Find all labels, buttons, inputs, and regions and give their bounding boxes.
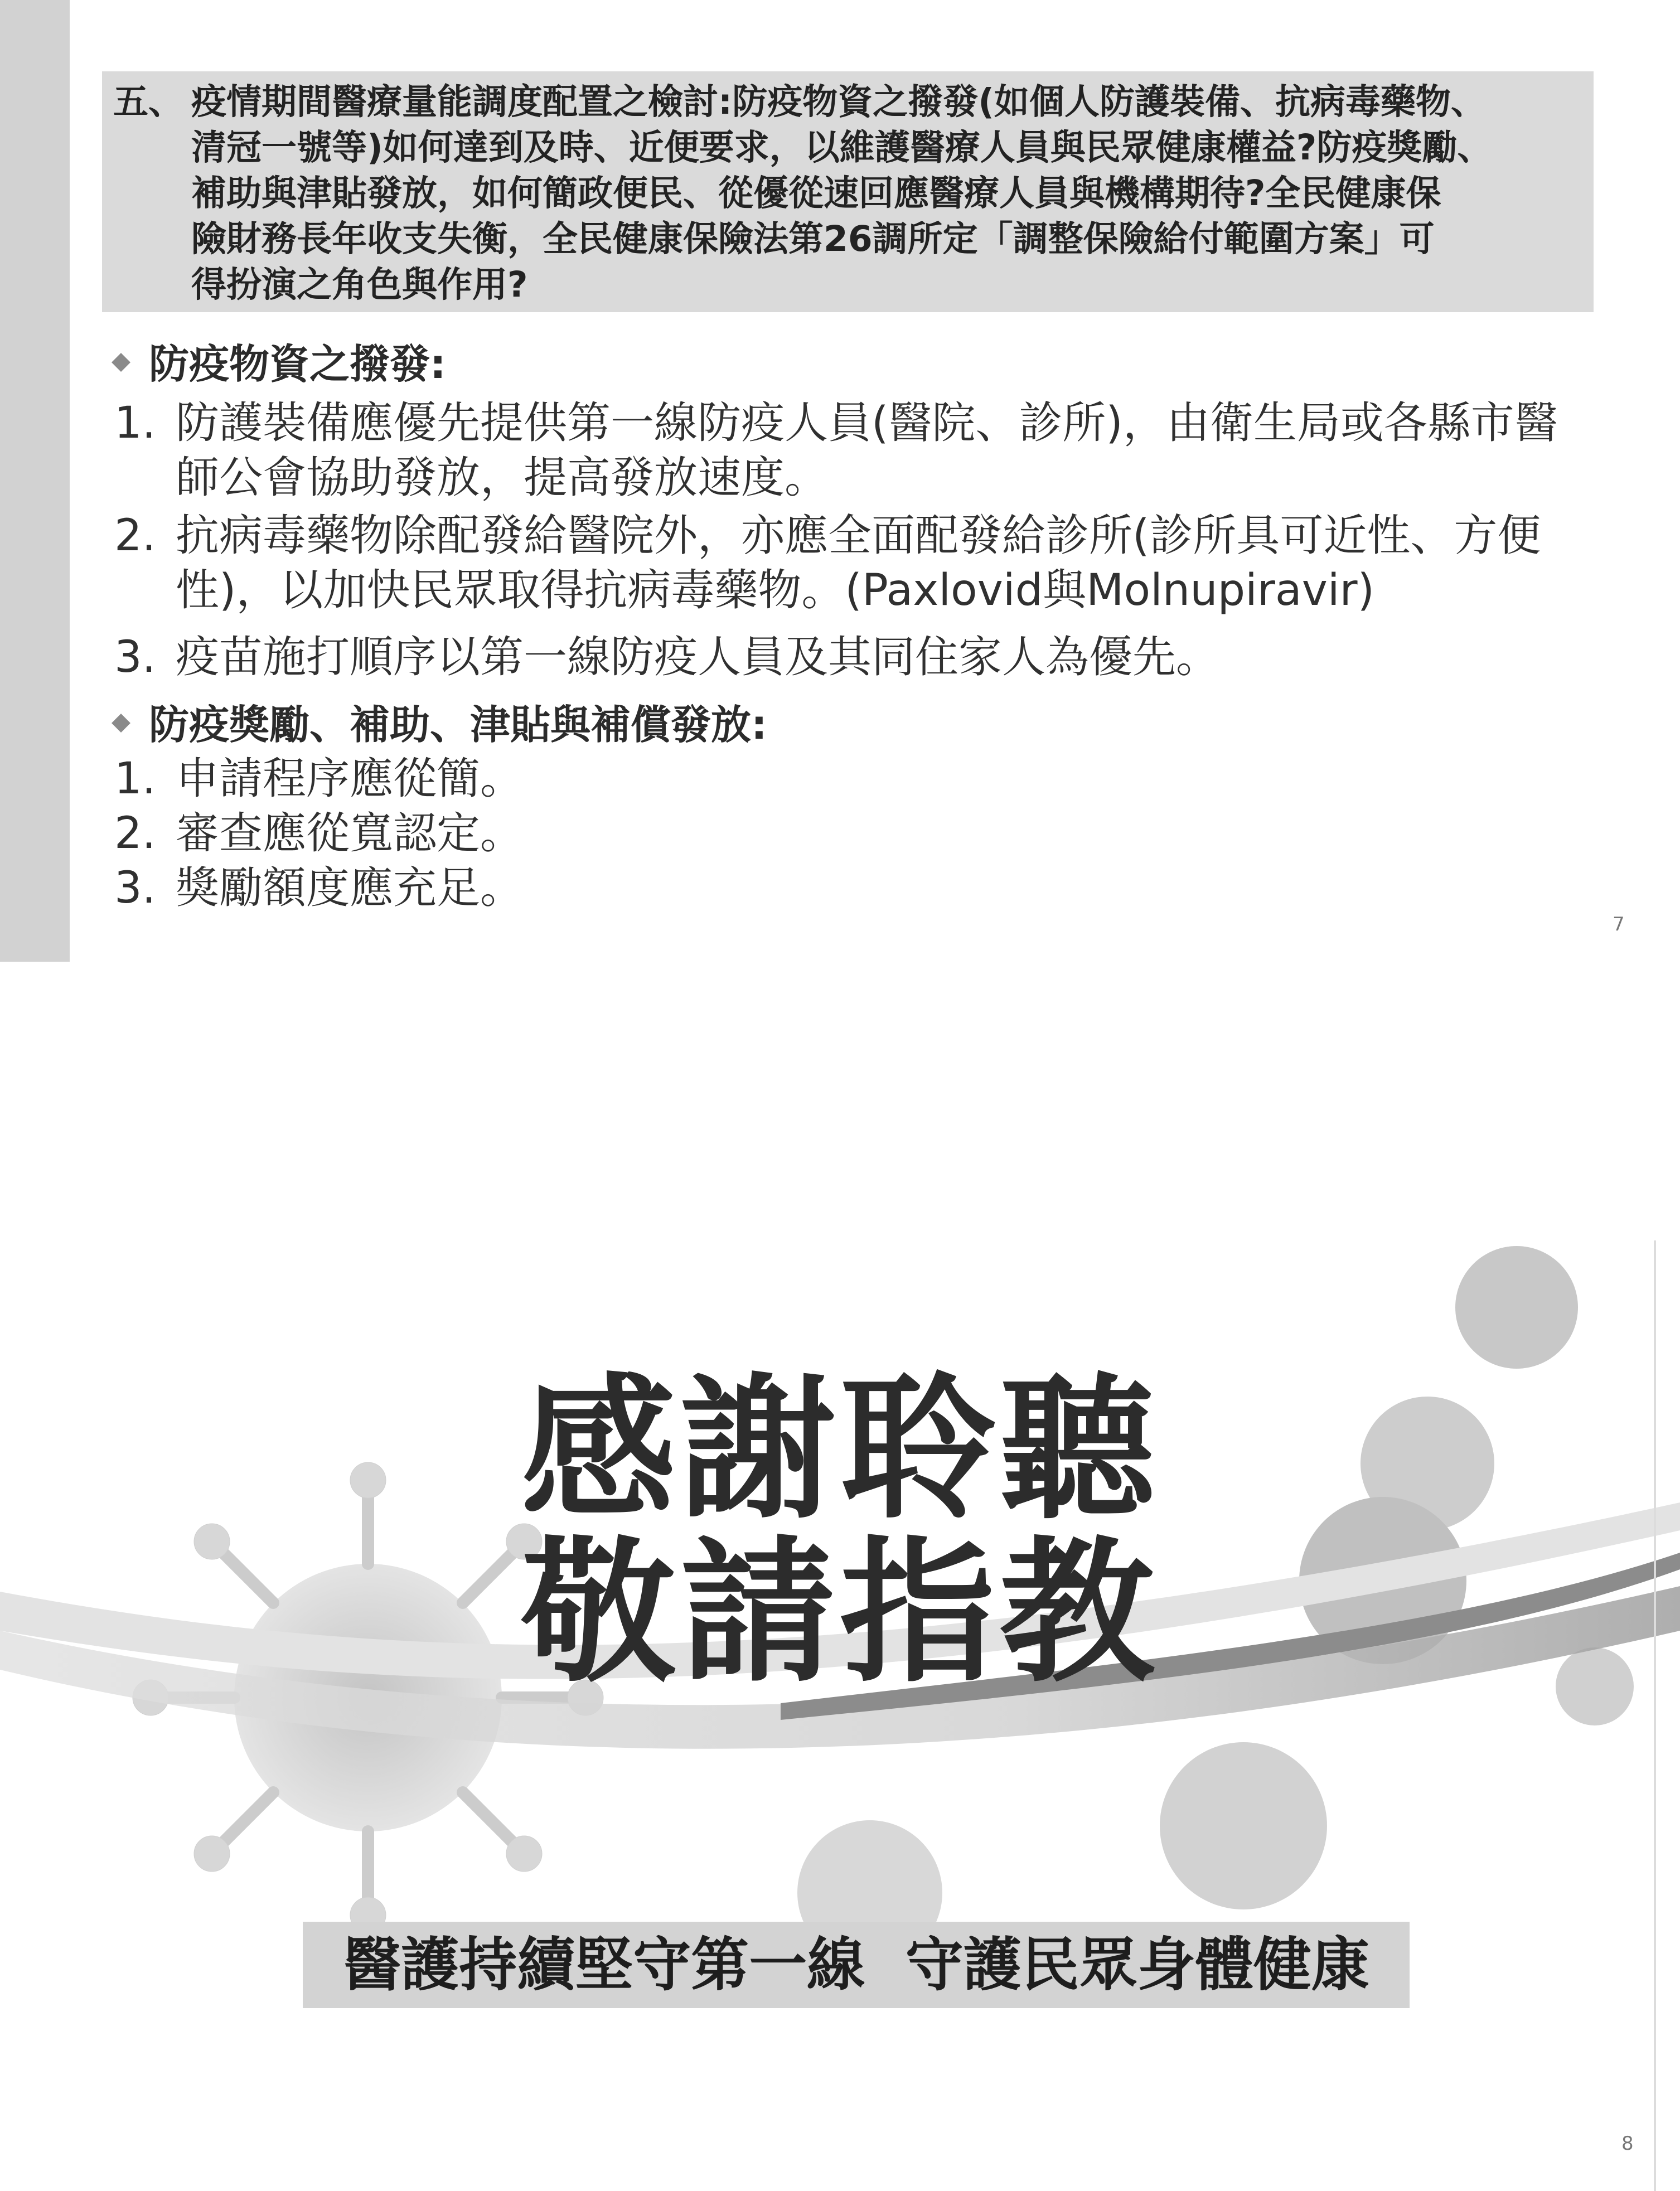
item-line: 疫苗施打順序以第一線防疫人員及其同住家人為優先。 — [176, 632, 1220, 682]
item-number: 1. — [114, 398, 156, 448]
question-line: 得扮演之角色與作用? — [191, 264, 528, 305]
section-heading-rewards — [114, 700, 767, 750]
item-number: 1. — [114, 754, 156, 804]
diamond-bullet-icon — [112, 714, 130, 733]
item-text — [176, 630, 1659, 685]
item-number: 2. — [114, 808, 156, 859]
item-text: 審查應從寬認定。 — [176, 808, 524, 859]
question-line: 疫情期間醫療量能調度配置之檢討:防疫物資之撥發(如個人防護裝備、抗病毒藥物、 — [191, 81, 1486, 122]
section-heading-text: 防疫物資之撥發: — [149, 341, 446, 387]
slogan-banner — [303, 1922, 1410, 2008]
item-line: 性)，以加快民眾取得抗病毒藥物。(Paxlovid與Molnupiravir) — [176, 565, 1375, 615]
section-heading-text: 防疫獎勵、補助、津貼與補償發放: — [149, 701, 767, 748]
left-accent-bar — [0, 0, 70, 962]
question-text — [191, 79, 1580, 308]
item-number: 3. — [114, 863, 156, 913]
slogan-text: 醫護持續堅守第一線 守護民眾身體健康 — [343, 1931, 1369, 1999]
page-number: 7 — [1613, 913, 1625, 935]
item-number: 2. — [114, 511, 156, 561]
slide-8 — [0, 1240, 1680, 2191]
diamond-bullet-icon — [112, 353, 130, 372]
item-text: 申請程序應從簡。 — [176, 754, 524, 804]
item-text — [176, 396, 1659, 505]
question-line: 險財務長年收支失衡，全民健康保險法第26調所定「調整保險給付範圍方案」可 — [191, 219, 1435, 259]
thanks-title: 感謝聆聽 — [521, 1359, 1159, 1540]
item-line: 師公會協助發放，提高發放速度。 — [176, 453, 829, 503]
section-heading-supplies — [114, 339, 446, 389]
slide-7 — [0, 0, 1680, 962]
question-line: 清冠一號等)如何達到及時、近便要求，以維護醫療人員與民眾健康權益?防疫獎勵、 — [191, 127, 1493, 168]
item-number: 3. — [114, 632, 156, 682]
item-text — [176, 508, 1659, 618]
page-number: 8 — [1621, 2132, 1634, 2155]
thanks-subtitle: 敬請指教 — [521, 1523, 1159, 1703]
item-text: 獎勵額度應充足。 — [176, 863, 524, 913]
question-number: 五、 — [113, 81, 183, 122]
question-header-box — [102, 71, 1594, 312]
item-line: 防護裝備應優先提供第一線防疫人員(醫院、診所)，由衛生局或各縣市醫 — [176, 398, 1558, 448]
item-line: 抗病毒藥物除配發給醫院外，亦應全面配發給診所(診所具可近性、方便 — [176, 511, 1541, 561]
question-line: 補助與津貼發放，如何簡政便民、從優從速回應醫療人員與機構期待?全民健康保 — [191, 173, 1441, 214]
